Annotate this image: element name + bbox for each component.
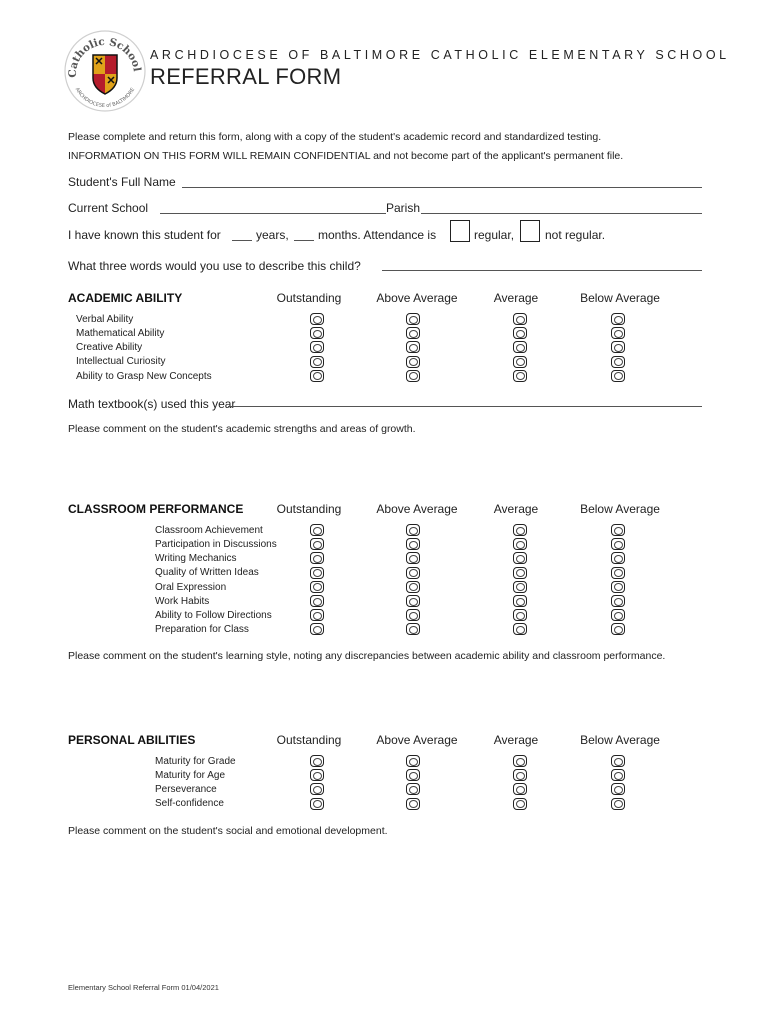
item-grasp-new-concepts: Ability to Grasp New Concepts (76, 371, 212, 382)
rating-radio-outstanding[interactable] (310, 798, 324, 810)
item-self-confidence: Self-confidence (155, 798, 224, 809)
rating-radio-average[interactable] (513, 595, 527, 607)
attendance-regular-label: regular, (474, 228, 515, 242)
rating-radio-above-average[interactable] (406, 567, 420, 579)
rating-radio-below-average[interactable] (611, 581, 625, 593)
rating-radio-average[interactable] (513, 552, 527, 564)
rating-radio-below-average[interactable] (611, 755, 625, 767)
rating-radio-above-average[interactable] (406, 538, 420, 550)
rating-radio-outstanding[interactable] (310, 370, 324, 382)
col-above-average: Above Average (376, 733, 458, 747)
form-title: REFERRAL FORM (150, 64, 342, 89)
item-perseverance: Perseverance (155, 784, 217, 795)
col-above-average: Above Average (376, 291, 458, 305)
current-school-field[interactable] (160, 213, 386, 214)
rating-radio-above-average[interactable] (406, 341, 420, 353)
item-follow-directions: Ability to Follow Directions (155, 610, 272, 621)
rating-radio-outstanding[interactable] (310, 552, 324, 564)
rating-radio-below-average[interactable] (611, 552, 625, 564)
rating-radio-outstanding[interactable] (310, 524, 324, 536)
rating-radio-above-average[interactable] (406, 623, 420, 635)
academic-comment-area[interactable] (68, 440, 702, 495)
rating-radio-below-average[interactable] (611, 327, 625, 339)
rating-radio-below-average[interactable] (611, 609, 625, 621)
math-textbook-label: Math textbook(s) used this year (68, 397, 236, 411)
footer-form-id: Elementary School Referral Form 01/04/2021 (68, 983, 219, 992)
rating-radio-above-average[interactable] (406, 327, 420, 339)
attendance-not-regular-label: not regular. (545, 228, 606, 242)
rating-radio-below-average[interactable] (611, 313, 625, 325)
col-outstanding: Outstanding (276, 291, 342, 305)
rating-radio-outstanding[interactable] (310, 609, 324, 621)
rating-radio-outstanding[interactable] (310, 327, 324, 339)
col-below-average: Below Average (580, 291, 660, 305)
rating-radio-below-average[interactable] (611, 567, 625, 579)
rating-radio-average[interactable] (513, 755, 527, 767)
personal-comment-prompt: Please comment on the student's social and emotional development. (68, 825, 388, 837)
shield-icon (93, 55, 117, 94)
rating-radio-below-average[interactable] (611, 356, 625, 368)
rating-radio-above-average[interactable] (406, 798, 420, 810)
known-years-label: years, (256, 228, 289, 242)
classroom-performance-title: CLASSROOM PERFORMANCE (68, 502, 244, 516)
current-school-label: Current School (68, 201, 149, 215)
intro-line-1: Please complete and return this form, along with a copy of the student's academic record and standardized testing. (68, 131, 602, 143)
rating-radio-outstanding[interactable] (310, 567, 324, 579)
rating-radio-below-average[interactable] (611, 595, 625, 607)
rating-radio-outstanding[interactable] (310, 755, 324, 767)
col-above-average: Above Average (376, 502, 458, 516)
rating-radio-above-average[interactable] (406, 755, 420, 767)
rating-radio-average[interactable] (513, 356, 527, 368)
logo-bottom-text: ARCHDIOCESE of BALTIMORE (73, 86, 137, 110)
item-maturity-for-grade: Maturity for Grade (155, 756, 236, 767)
rating-radio-above-average[interactable] (406, 783, 420, 795)
rating-radio-average[interactable] (513, 609, 527, 621)
rating-radio-average[interactable] (513, 798, 527, 810)
rating-radio-outstanding[interactable] (310, 769, 324, 781)
rating-radio-above-average[interactable] (406, 609, 420, 621)
full-name-label: Student's Full Name (68, 175, 176, 189)
rating-radio-below-average[interactable] (611, 769, 625, 781)
catholic-schools-logo (62, 28, 148, 114)
rating-radio-above-average[interactable] (406, 313, 420, 325)
rating-radio-above-average[interactable] (406, 370, 420, 382)
rating-radio-average[interactable] (513, 567, 527, 579)
rating-radio-below-average[interactable] (611, 524, 625, 536)
rating-radio-average[interactable] (513, 327, 527, 339)
organization-name: ARCHDIOCESE OF BALTIMORE CATHOLIC ELEMENTARY SCHOOL (150, 48, 730, 62)
item-creative-ability: Creative Ability (76, 342, 143, 353)
full-name-field[interactable] (182, 187, 702, 188)
three-words-field[interactable] (382, 270, 702, 271)
classroom-comment-area[interactable] (68, 667, 702, 727)
col-below-average: Below Average (580, 733, 660, 747)
rating-radio-average[interactable] (513, 313, 527, 325)
col-average: Average (493, 733, 539, 747)
three-words-label: What three words would you use to describe this child? (68, 259, 361, 273)
rating-radio-outstanding[interactable] (310, 313, 324, 325)
rating-radio-above-average[interactable] (406, 356, 420, 368)
rating-radio-average[interactable] (513, 581, 527, 593)
col-outstanding: Outstanding (276, 502, 342, 516)
rating-radio-below-average[interactable] (611, 783, 625, 795)
col-outstanding: Outstanding (276, 733, 342, 747)
rating-radio-outstanding[interactable] (310, 341, 324, 353)
rating-radio-above-average[interactable] (406, 552, 420, 564)
item-mathematical-ability: Mathematical Ability (76, 328, 165, 339)
known-months-field[interactable] (294, 240, 314, 241)
logo-top-text: Catholic School (66, 35, 143, 78)
col-below-average: Below Average (580, 502, 660, 516)
item-quality-written-ideas: Quality of Written Ideas (155, 567, 259, 578)
rating-radio-below-average[interactable] (611, 798, 625, 810)
rating-radio-above-average[interactable] (406, 581, 420, 593)
rating-radio-outstanding[interactable] (310, 356, 324, 368)
parish-label: Parish (386, 201, 421, 215)
rating-radio-average[interactable] (513, 524, 527, 536)
rating-radio-below-average[interactable] (611, 538, 625, 550)
item-writing-mechanics: Writing Mechanics (155, 553, 237, 564)
intro-line-2: INFORMATION ON THIS FORM WILL REMAIN CONFIDENTIAL and not become part of the applicant's permanent file. (68, 150, 624, 162)
rating-radio-below-average[interactable] (611, 341, 625, 353)
rating-radio-average[interactable] (513, 538, 527, 550)
known-prefix-label: I have known this student for (68, 228, 221, 242)
rating-radio-average[interactable] (513, 623, 527, 635)
known-months-label: months. Attendance is (318, 228, 437, 242)
item-classroom-achievement: Classroom Achievement (155, 525, 263, 536)
attendance-regular-checkbox[interactable] (450, 220, 470, 242)
item-work-habits: Work Habits (155, 596, 210, 607)
known-years-field[interactable] (232, 240, 252, 241)
personal-abilities-title: PERSONAL ABILITIES (68, 733, 196, 747)
item-verbal-ability: Verbal Ability (76, 314, 134, 325)
academic-ability-title: ACADEMIC ABILITY (68, 291, 183, 305)
rating-radio-average[interactable] (513, 341, 527, 353)
col-average: Average (493, 502, 539, 516)
attendance-not-regular-checkbox[interactable] (520, 220, 540, 242)
col-average: Average (493, 291, 539, 305)
rating-radio-average[interactable] (513, 370, 527, 382)
rating-radio-outstanding[interactable] (310, 595, 324, 607)
rating-radio-above-average[interactable] (406, 595, 420, 607)
rating-radio-above-average[interactable] (406, 524, 420, 536)
classroom-comment-prompt: Please comment on the student's learning style, noting any discrepancies between academic ability and classroom performance. (68, 650, 666, 662)
rating-radio-below-average[interactable] (611, 623, 625, 635)
rating-radio-below-average[interactable] (611, 370, 625, 382)
item-preparation-for-class: Preparation for Class (155, 624, 249, 635)
academic-comment-prompt: Please comment on the student's academic strengths and areas of growth. (68, 423, 416, 435)
rating-radio-outstanding[interactable] (310, 623, 324, 635)
item-oral-expression: Oral Expression (155, 582, 227, 593)
rating-radio-above-average[interactable] (406, 769, 420, 781)
rating-radio-outstanding[interactable] (310, 538, 324, 550)
rating-radio-outstanding[interactable] (310, 783, 324, 795)
item-participation: Participation in Discussions (155, 539, 277, 550)
rating-radio-average[interactable] (513, 769, 527, 781)
item-intellectual-curiosity: Intellectual Curiosity (76, 356, 166, 367)
math-textbook-field[interactable] (228, 406, 702, 407)
parish-field[interactable] (421, 213, 702, 214)
rating-radio-outstanding[interactable] (310, 581, 324, 593)
rating-radio-average[interactable] (513, 783, 527, 795)
personal-comment-area[interactable] (68, 842, 702, 962)
item-maturity-for-age: Maturity for Age (155, 770, 226, 781)
